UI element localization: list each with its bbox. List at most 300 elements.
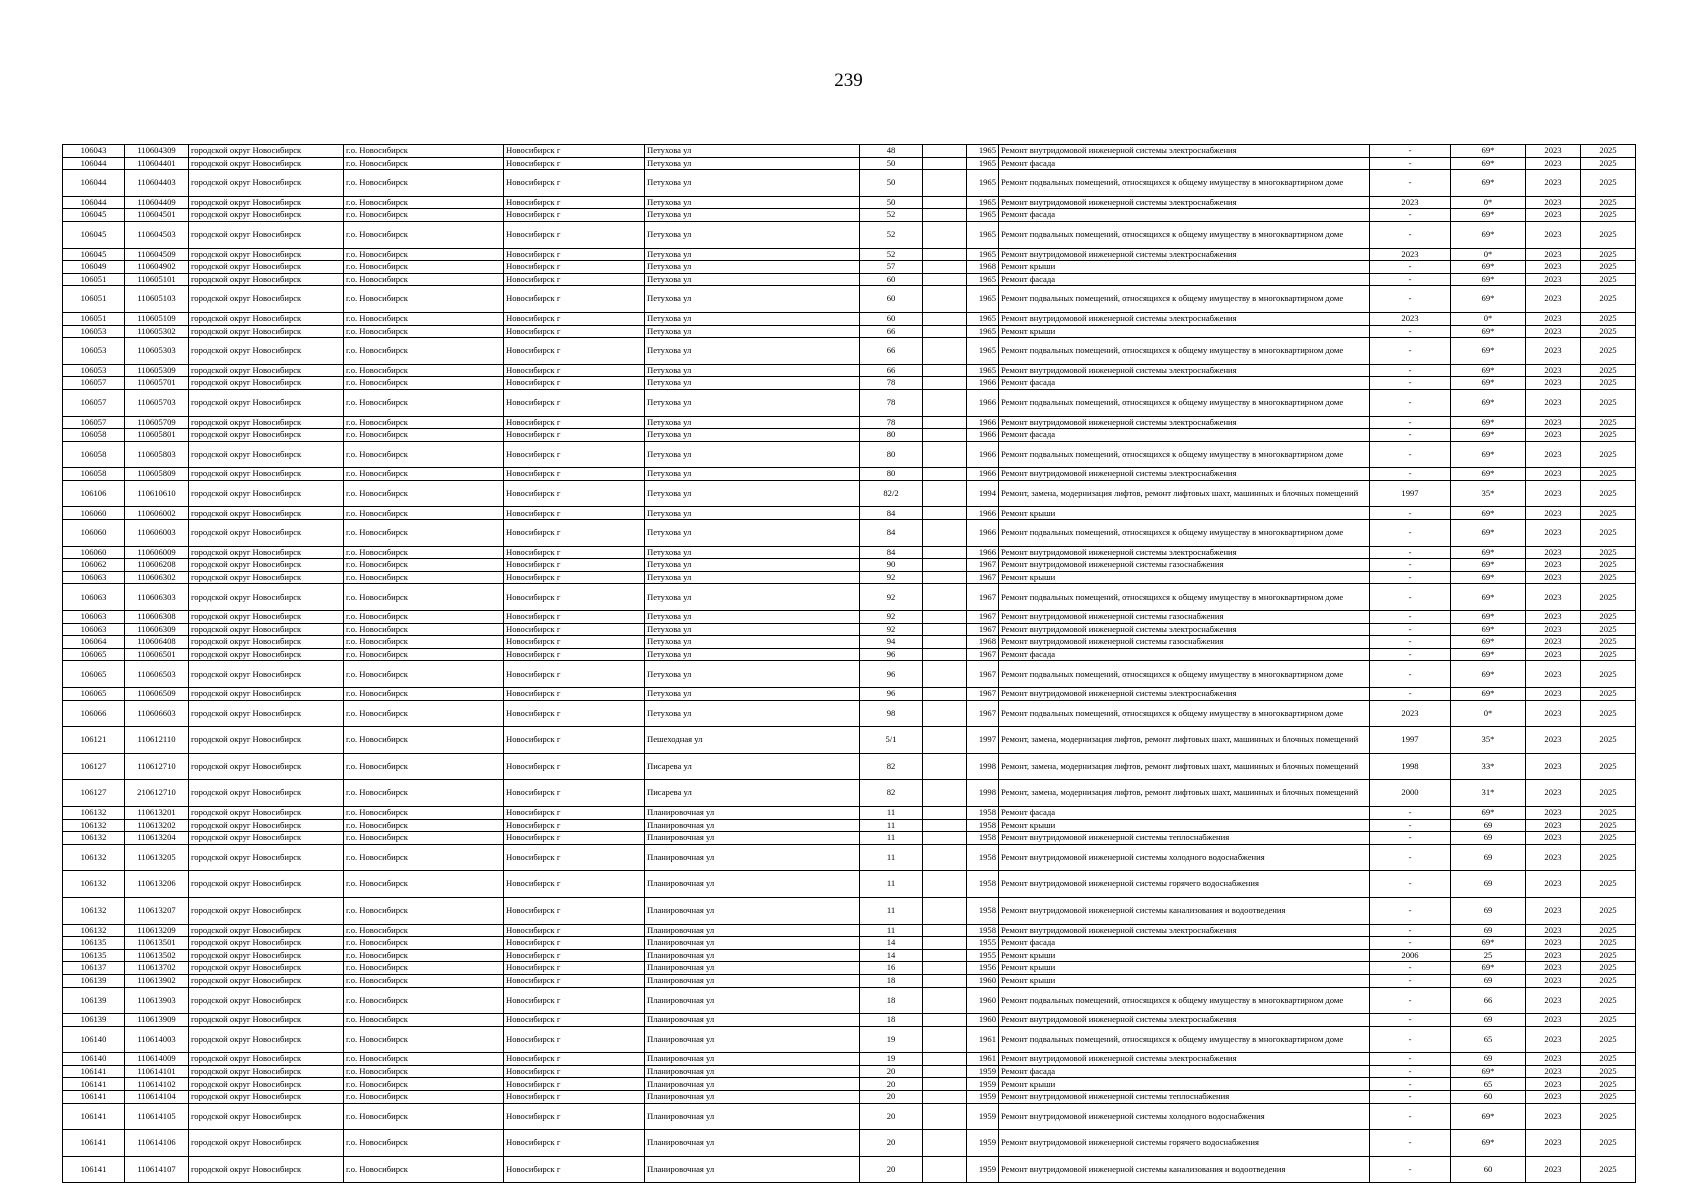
work-type-cell: Ремонт внутридомовой инженерной системы канализования и водоотведения [999, 1156, 1370, 1183]
plan-start-year-cell: 2023 [1526, 520, 1581, 547]
plan-end-year-cell: 2025 [1581, 480, 1636, 507]
street-cell: Планировочная ул [645, 1026, 860, 1053]
house-number-cell: 60 [860, 312, 923, 325]
work-type-cell: Ремонт фасада [999, 157, 1370, 170]
street-cell: Планировочная ул [645, 897, 860, 924]
table-row [63, 832, 1636, 845]
building-letter-cell [923, 209, 967, 222]
building-letter-cell [923, 1014, 967, 1027]
plan-start-year-cell: 2023 [1526, 897, 1581, 924]
build-year-cell: 1966 [967, 546, 999, 559]
work-type-cell: Ремонт внутридомовой инженерной системы газоснабжения [999, 636, 1370, 649]
street-cell: Петухова ул [645, 636, 860, 649]
work-type-cell: Ремонт внутридомовой инженерной системы канализования и водоотведения [999, 897, 1370, 924]
settlement-cell: г.о. Новосибирск [344, 727, 504, 754]
settlement-cell: г.о. Новосибирск [344, 897, 504, 924]
municipal-district-cell: городской округ Новосибирск [189, 468, 344, 481]
house-id-cell: 106141 [63, 1078, 125, 1091]
table-row [63, 377, 1636, 390]
street-cell: Петухова ул [645, 209, 860, 222]
municipal-district-cell: городской округ Новосибирск [189, 312, 344, 325]
street-cell: Планировочная ул [645, 962, 860, 975]
building-letter-cell [923, 753, 967, 780]
locality-cell: Новосибирск г [504, 871, 645, 898]
plan-start-year-cell: 2023 [1526, 196, 1581, 209]
work-type-cell: Ремонт подвальных помещений, относящихся к общему имуществу в многоквартирном доме [999, 441, 1370, 468]
municipal-district-cell: городской округ Новосибирск [189, 806, 344, 819]
table-row [63, 145, 1636, 158]
plan-start-year-cell: 2023 [1526, 429, 1581, 442]
work-code-cell: 110606003 [125, 520, 189, 547]
building-letter-cell [923, 273, 967, 286]
table-row [63, 897, 1636, 924]
house-id-cell: 106132 [63, 832, 125, 845]
municipal-district-cell: городской округ Новосибирск [189, 546, 344, 559]
street-cell: Планировочная ул [645, 924, 860, 937]
municipal-district-cell: городской округ Новосибирск [189, 1065, 344, 1078]
plan-end-year-cell: 2025 [1581, 1026, 1636, 1053]
locality-cell: Новосибирск г [504, 196, 645, 209]
house-id-cell: 106063 [63, 584, 125, 611]
last-repair-year-cell: - [1370, 832, 1451, 845]
plan-end-year-cell: 2025 [1581, 661, 1636, 688]
street-cell: Петухова ул [645, 559, 860, 572]
build-year-cell: 1967 [967, 688, 999, 701]
street-cell: Планировочная ул [645, 844, 860, 871]
locality-cell: Новосибирск г [504, 286, 645, 313]
plan-end-year-cell: 2025 [1581, 924, 1636, 937]
municipal-district-cell: городской округ Новосибирск [189, 221, 344, 248]
last-repair-year-cell: - [1370, 325, 1451, 338]
work-type-cell: Ремонт подвальных помещений, относящихся к общему имуществу в многоквартирном доме [999, 520, 1370, 547]
street-cell: Планировочная ул [645, 1014, 860, 1027]
plan-end-year-cell: 2025 [1581, 196, 1636, 209]
locality-cell: Новосибирск г [504, 1014, 645, 1027]
building-letter-cell [923, 559, 967, 572]
last-repair-year-cell: - [1370, 377, 1451, 390]
plan-start-year-cell: 2023 [1526, 949, 1581, 962]
plan-end-year-cell: 2025 [1581, 312, 1636, 325]
building-letter-cell [923, 727, 967, 754]
settlement-cell: г.о. Новосибирск [344, 261, 504, 274]
registry-body [63, 145, 1636, 1183]
wear-percent-cell: 69* [1451, 157, 1526, 170]
wear-percent-cell: 69* [1451, 661, 1526, 688]
work-code-cell: 110606509 [125, 688, 189, 701]
building-letter-cell [923, 520, 967, 547]
last-repair-year-cell: 2006 [1370, 949, 1451, 962]
locality-cell: Новосибирск г [504, 377, 645, 390]
street-cell: Планировочная ул [645, 832, 860, 845]
work-code-cell: 110613201 [125, 806, 189, 819]
work-code-cell: 110605302 [125, 325, 189, 338]
build-year-cell: 1966 [967, 441, 999, 468]
build-year-cell: 1958 [967, 806, 999, 819]
work-type-cell: Ремонт крыши [999, 261, 1370, 274]
house-id-cell: 106058 [63, 441, 125, 468]
locality-cell: Новосибирск г [504, 974, 645, 987]
house-id-cell: 106060 [63, 546, 125, 559]
building-letter-cell [923, 623, 967, 636]
house-number-cell: 20 [860, 1130, 923, 1157]
building-letter-cell [923, 157, 967, 170]
house-id-cell: 106044 [63, 157, 125, 170]
settlement-cell: г.о. Новосибирск [344, 273, 504, 286]
plan-start-year-cell: 2023 [1526, 700, 1581, 727]
build-year-cell: 1965 [967, 196, 999, 209]
municipal-district-cell: городской округ Новосибирск [189, 1078, 344, 1091]
plan-start-year-cell: 2023 [1526, 871, 1581, 898]
municipal-district-cell: городской округ Новосибирск [189, 636, 344, 649]
house-number-cell: 48 [860, 145, 923, 158]
plan-end-year-cell: 2025 [1581, 611, 1636, 624]
last-repair-year-cell: - [1370, 688, 1451, 701]
wear-percent-cell: 69* [1451, 325, 1526, 338]
settlement-cell: г.о. Новосибирск [344, 987, 504, 1014]
municipal-district-cell: городской округ Новосибирск [189, 1130, 344, 1157]
work-code-cell: 110606503 [125, 661, 189, 688]
locality-cell: Новосибирск г [504, 987, 645, 1014]
work-code-cell: 110614102 [125, 1078, 189, 1091]
plan-end-year-cell: 2025 [1581, 1014, 1636, 1027]
last-repair-year-cell: - [1370, 924, 1451, 937]
house-number-cell: 80 [860, 429, 923, 442]
last-repair-year-cell: - [1370, 389, 1451, 416]
building-letter-cell [923, 261, 967, 274]
settlement-cell: г.о. Новосибирск [344, 312, 504, 325]
building-letter-cell [923, 832, 967, 845]
municipal-district-cell: городской округ Новосибирск [189, 416, 344, 429]
locality-cell: Новосибирск г [504, 221, 645, 248]
table-row [63, 636, 1636, 649]
build-year-cell: 1998 [967, 780, 999, 807]
street-cell: Писарева ул [645, 780, 860, 807]
settlement-cell: г.о. Новосибирск [344, 325, 504, 338]
house-id-cell: 106058 [63, 468, 125, 481]
plan-start-year-cell: 2023 [1526, 480, 1581, 507]
table-row [63, 937, 1636, 950]
locality-cell: Новосибирск г [504, 1065, 645, 1078]
plan-start-year-cell: 2023 [1526, 753, 1581, 780]
build-year-cell: 1997 [967, 727, 999, 754]
table-row [63, 1103, 1636, 1130]
wear-percent-cell: 33* [1451, 753, 1526, 780]
building-letter-cell [923, 507, 967, 520]
street-cell: Петухова ул [645, 611, 860, 624]
wear-percent-cell: 69* [1451, 1103, 1526, 1130]
plan-end-year-cell: 2025 [1581, 248, 1636, 261]
work-code-cell: 110613903 [125, 987, 189, 1014]
table-row [63, 924, 1636, 937]
street-cell: Петухова ул [645, 648, 860, 661]
street-cell: Писарева ул [645, 753, 860, 780]
build-year-cell: 1959 [967, 1130, 999, 1157]
wear-percent-cell: 69* [1451, 571, 1526, 584]
work-code-cell: 110614107 [125, 1156, 189, 1183]
wear-percent-cell: 69* [1451, 546, 1526, 559]
wear-percent-cell: 69* [1451, 221, 1526, 248]
build-year-cell: 1958 [967, 924, 999, 937]
building-letter-cell [923, 897, 967, 924]
settlement-cell: г.о. Новосибирск [344, 937, 504, 950]
table-row [63, 389, 1636, 416]
last-repair-year-cell: - [1370, 571, 1451, 584]
municipal-district-cell: городской округ Новосибирск [189, 286, 344, 313]
build-year-cell: 1958 [967, 871, 999, 898]
house-id-cell: 106049 [63, 261, 125, 274]
municipal-district-cell: городской округ Новосибирск [189, 338, 344, 365]
build-year-cell: 1965 [967, 209, 999, 222]
wear-percent-cell: 69* [1451, 338, 1526, 365]
plan-end-year-cell: 2025 [1581, 1053, 1636, 1066]
municipal-district-cell: городской округ Новосибирск [189, 871, 344, 898]
municipal-district-cell: городской округ Новосибирск [189, 661, 344, 688]
street-cell: Петухова ул [645, 688, 860, 701]
house-number-cell: 90 [860, 559, 923, 572]
last-repair-year-cell: - [1370, 338, 1451, 365]
settlement-cell: г.о. Новосибирск [344, 221, 504, 248]
settlement-cell: г.о. Новосибирск [344, 871, 504, 898]
settlement-cell: г.о. Новосибирск [344, 364, 504, 377]
plan-end-year-cell: 2025 [1581, 520, 1636, 547]
build-year-cell: 1967 [967, 559, 999, 572]
building-letter-cell [923, 196, 967, 209]
plan-start-year-cell: 2023 [1526, 819, 1581, 832]
building-letter-cell [923, 1026, 967, 1053]
build-year-cell: 1965 [967, 170, 999, 197]
plan-end-year-cell: 2025 [1581, 974, 1636, 987]
wear-percent-cell: 69* [1451, 364, 1526, 377]
build-year-cell: 1959 [967, 1103, 999, 1130]
locality-cell: Новосибирск г [504, 949, 645, 962]
house-number-cell: 92 [860, 584, 923, 611]
build-year-cell: 1961 [967, 1026, 999, 1053]
building-letter-cell [923, 248, 967, 261]
plan-end-year-cell: 2025 [1581, 389, 1636, 416]
last-repair-year-cell: - [1370, 559, 1451, 572]
street-cell: Планировочная ул [645, 806, 860, 819]
work-type-cell: Ремонт крыши [999, 949, 1370, 962]
plan-start-year-cell: 2023 [1526, 780, 1581, 807]
street-cell: Петухова ул [645, 377, 860, 390]
work-type-cell: Ремонт подвальных помещений, относящихся к общему имуществу в многоквартирном доме [999, 338, 1370, 365]
work-type-cell: Ремонт подвальных помещений, относящихся к общему имуществу в многоквартирном доме [999, 1026, 1370, 1053]
house-number-cell: 80 [860, 468, 923, 481]
wear-percent-cell: 69* [1451, 688, 1526, 701]
wear-percent-cell: 69* [1451, 559, 1526, 572]
work-code-cell: 110605809 [125, 468, 189, 481]
locality-cell: Новосибирск г [504, 170, 645, 197]
building-letter-cell [923, 987, 967, 1014]
build-year-cell: 1965 [967, 248, 999, 261]
plan-end-year-cell: 2025 [1581, 429, 1636, 442]
wear-percent-cell: 69* [1451, 468, 1526, 481]
plan-end-year-cell: 2025 [1581, 937, 1636, 950]
work-code-cell: 110614105 [125, 1103, 189, 1130]
plan-start-year-cell: 2023 [1526, 962, 1581, 975]
municipal-district-cell: городской округ Новосибирск [189, 261, 344, 274]
plan-end-year-cell: 2025 [1581, 221, 1636, 248]
street-cell: Петухова ул [645, 416, 860, 429]
work-code-cell: 110612110 [125, 727, 189, 754]
work-type-cell: Ремонт внутридомовой инженерной системы электроснабжения [999, 688, 1370, 701]
plan-end-year-cell: 2025 [1581, 1078, 1636, 1091]
table-row [63, 571, 1636, 584]
house-id-cell: 106045 [63, 248, 125, 261]
house-id-cell: 106127 [63, 780, 125, 807]
plan-end-year-cell: 2025 [1581, 648, 1636, 661]
wear-percent-cell: 69 [1451, 924, 1526, 937]
municipal-district-cell: городской округ Новосибирск [189, 145, 344, 158]
locality-cell: Новосибирск г [504, 468, 645, 481]
wear-percent-cell: 69 [1451, 1014, 1526, 1027]
work-code-cell: 110604401 [125, 157, 189, 170]
table-row [63, 507, 1636, 520]
plan-start-year-cell: 2023 [1526, 924, 1581, 937]
work-type-cell: Ремонт фасада [999, 806, 1370, 819]
house-id-cell: 106063 [63, 623, 125, 636]
street-cell: Петухова ул [645, 429, 860, 442]
plan-start-year-cell: 2023 [1526, 1156, 1581, 1183]
municipal-district-cell: городской округ Новосибирск [189, 688, 344, 701]
building-letter-cell [923, 1053, 967, 1066]
house-id-cell: 106051 [63, 273, 125, 286]
plan-start-year-cell: 2023 [1526, 623, 1581, 636]
plan-end-year-cell: 2025 [1581, 987, 1636, 1014]
work-code-cell: 110612710 [125, 753, 189, 780]
locality-cell: Новосибирск г [504, 248, 645, 261]
settlement-cell: г.о. Новосибирск [344, 688, 504, 701]
build-year-cell: 1959 [967, 1091, 999, 1104]
work-code-cell: 110613209 [125, 924, 189, 937]
house-number-cell: 82/2 [860, 480, 923, 507]
table-row [63, 338, 1636, 365]
last-repair-year-cell: - [1370, 897, 1451, 924]
street-cell: Петухова ул [645, 623, 860, 636]
wear-percent-cell: 69 [1451, 819, 1526, 832]
building-letter-cell [923, 636, 967, 649]
build-year-cell: 1967 [967, 571, 999, 584]
work-code-cell: 110606501 [125, 648, 189, 661]
plan-start-year-cell: 2023 [1526, 221, 1581, 248]
house-number-cell: 66 [860, 364, 923, 377]
work-code-cell: 110606303 [125, 584, 189, 611]
locality-cell: Новосибирск г [504, 559, 645, 572]
house-id-cell: 106045 [63, 209, 125, 222]
last-repair-year-cell: - [1370, 584, 1451, 611]
settlement-cell: г.о. Новосибирск [344, 209, 504, 222]
plan-start-year-cell: 2023 [1526, 364, 1581, 377]
work-type-cell: Ремонт, замена, модернизация лифтов, ремонт лифтовых шахт, машинных и блочных помещений [999, 727, 1370, 754]
build-year-cell: 1959 [967, 1078, 999, 1091]
municipal-district-cell: городской округ Новосибирск [189, 1103, 344, 1130]
wear-percent-cell: 69* [1451, 636, 1526, 649]
locality-cell: Новосибирск г [504, 325, 645, 338]
street-cell: Петухова ул [645, 661, 860, 688]
table-row [63, 170, 1636, 197]
plan-end-year-cell: 2025 [1581, 546, 1636, 559]
wear-percent-cell: 66 [1451, 987, 1526, 1014]
municipal-district-cell: городской округ Новосибирск [189, 273, 344, 286]
house-number-cell: 52 [860, 221, 923, 248]
building-letter-cell [923, 312, 967, 325]
build-year-cell: 1965 [967, 325, 999, 338]
work-type-cell: Ремонт внутридомовой инженерной системы электроснабжения [999, 1014, 1370, 1027]
build-year-cell: 1966 [967, 468, 999, 481]
table-row [63, 364, 1636, 377]
table-row [63, 962, 1636, 975]
work-type-cell: Ремонт подвальных помещений, относящихся к общему имуществу в многоквартирном доме [999, 170, 1370, 197]
municipal-district-cell: городской округ Новосибирск [189, 584, 344, 611]
settlement-cell: г.о. Новосибирск [344, 753, 504, 780]
work-type-cell: Ремонт крыши [999, 507, 1370, 520]
house-id-cell: 106132 [63, 897, 125, 924]
settlement-cell: г.о. Новосибирск [344, 806, 504, 819]
work-code-cell: 110606308 [125, 611, 189, 624]
settlement-cell: г.о. Новосибирск [344, 1014, 504, 1027]
work-code-cell: 110604403 [125, 170, 189, 197]
build-year-cell: 1965 [967, 157, 999, 170]
house-number-cell: 11 [860, 806, 923, 819]
house-number-cell: 78 [860, 389, 923, 416]
table-row [63, 584, 1636, 611]
locality-cell: Новосибирск г [504, 700, 645, 727]
street-cell: Петухова ул [645, 468, 860, 481]
house-id-cell: 106062 [63, 559, 125, 572]
work-code-cell: 110613501 [125, 937, 189, 950]
plan-end-year-cell: 2025 [1581, 623, 1636, 636]
house-id-cell: 106045 [63, 221, 125, 248]
house-number-cell: 52 [860, 209, 923, 222]
table-row [63, 468, 1636, 481]
page-number: 239 [834, 70, 863, 91]
house-id-cell: 106139 [63, 1014, 125, 1027]
plan-end-year-cell: 2025 [1581, 559, 1636, 572]
work-code-cell: 110605103 [125, 286, 189, 313]
table-row [63, 727, 1636, 754]
work-code-cell: 110606009 [125, 546, 189, 559]
house-number-cell: 20 [860, 1103, 923, 1130]
settlement-cell: г.о. Новосибирск [344, 338, 504, 365]
street-cell: Планировочная ул [645, 1156, 860, 1183]
house-id-cell: 106044 [63, 196, 125, 209]
municipal-district-cell: городской округ Новосибирск [189, 377, 344, 390]
street-cell: Петухова ул [645, 145, 860, 158]
build-year-cell: 1966 [967, 416, 999, 429]
work-type-cell: Ремонт внутридомовой инженерной системы электроснабжения [999, 468, 1370, 481]
locality-cell: Новосибирск г [504, 441, 645, 468]
house-id-cell: 106065 [63, 661, 125, 688]
locality-cell: Новосибирск г [504, 429, 645, 442]
house-number-cell: 96 [860, 648, 923, 661]
plan-end-year-cell: 2025 [1581, 157, 1636, 170]
house-id-cell: 106121 [63, 727, 125, 754]
work-type-cell: Ремонт внутридомовой инженерной системы электроснабжения [999, 924, 1370, 937]
last-repair-year-cell: - [1370, 209, 1451, 222]
settlement-cell: г.о. Новосибирск [344, 468, 504, 481]
municipal-district-cell: городской округ Новосибирск [189, 844, 344, 871]
settlement-cell: г.о. Новосибирск [344, 480, 504, 507]
work-code-cell: 110606309 [125, 623, 189, 636]
wear-percent-cell: 65 [1451, 1078, 1526, 1091]
work-code-cell: 110614106 [125, 1130, 189, 1157]
house-number-cell: 92 [860, 611, 923, 624]
municipal-district-cell: городской округ Новосибирск [189, 1053, 344, 1066]
last-repair-year-cell: - [1370, 145, 1451, 158]
municipal-district-cell: городской округ Новосибирск [189, 389, 344, 416]
table-row [63, 1078, 1636, 1091]
table-row [63, 1014, 1636, 1027]
